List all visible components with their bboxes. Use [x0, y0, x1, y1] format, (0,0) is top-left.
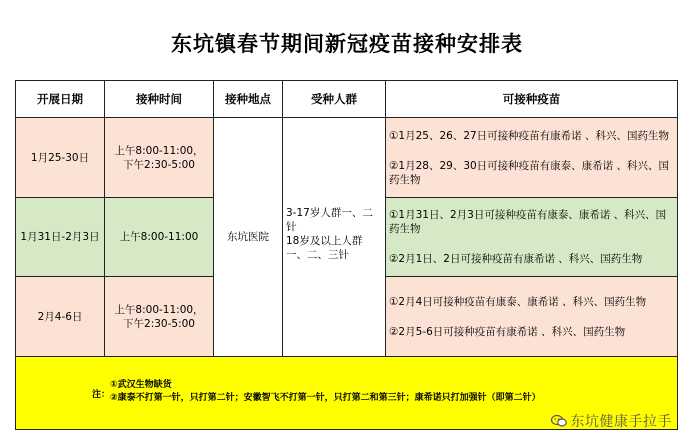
schedule-table — [15, 80, 678, 430]
time-cell — [105, 118, 214, 198]
page-title: 东坑镇春节期间新冠疫苗接种安排表 — [171, 31, 523, 56]
header-population: 受种人群 — [283, 81, 386, 118]
vaccine-item: ①2月4日可接种疫苗有康泰、康希诺 、科兴、国药生物 — [389, 295, 647, 308]
note-line-1: ①武汉生物缺货 — [110, 380, 172, 390]
time-pm: 下午2:30-5:00 — [123, 317, 195, 330]
table-header-row — [16, 81, 678, 118]
time-cell — [105, 277, 214, 357]
watermark-text: 东坑健康手拉手 — [570, 414, 672, 430]
population-cell: 3-17岁人群一、二针 18岁及以上人群一、二、三针 — [283, 118, 386, 357]
time-am: 上午8:00-11:00 — [119, 231, 199, 243]
date-cell: 1月31日-2月3日 — [16, 198, 105, 277]
header-time: 接种时间 — [105, 81, 214, 118]
header-location: 接种地点 — [214, 81, 283, 118]
time-pm: 下午2:30-5:00 — [123, 158, 195, 171]
vaccine-item: ①1月31日、2月3日可接种疫苗有康泰、康希诺 、科兴、国药生物 — [389, 209, 667, 235]
wechat-icon — [551, 414, 567, 428]
vaccine-item: ②2月1日、2日可接种疫苗有康希诺 、科兴、国药生物 — [389, 253, 643, 265]
vaccine-item: ①1月25、26、27日可接种疫苗有康希诺 、科兴、国药生物 — [389, 129, 670, 142]
vaccine-cell — [386, 277, 678, 357]
header-vaccines: 可接种疫苗 — [386, 81, 678, 118]
date-cell: 2月4-6日 — [16, 277, 105, 357]
header-date: 开展日期 — [16, 81, 105, 118]
table-row — [16, 118, 678, 198]
location-cell: 东坑医院 — [214, 118, 283, 357]
vaccine-cell — [386, 198, 678, 277]
note-label: 注： — [92, 390, 111, 400]
date-cell: 1月25-30日 — [16, 118, 105, 198]
vaccine-cell — [386, 118, 678, 198]
time-am: 上午8:00-11:00， — [114, 144, 204, 157]
vaccine-item: ②1月28、29、30日可接种疫苗有康泰、康希诺 、科兴、国药生物 — [389, 159, 670, 186]
note-line-2: ②康泰不打第一针，只打第二针；安徽智飞不打第一针，只打第二和第三针；康希诺只打加强针（即第二针） — [110, 393, 541, 403]
watermark — [551, 411, 673, 431]
time-cell — [105, 198, 214, 277]
time-am: 上午8:00-11:00， — [114, 303, 204, 316]
vaccine-item: ②2月5-6日可接种疫苗有康希诺 、科兴、国药生物 — [389, 325, 626, 338]
